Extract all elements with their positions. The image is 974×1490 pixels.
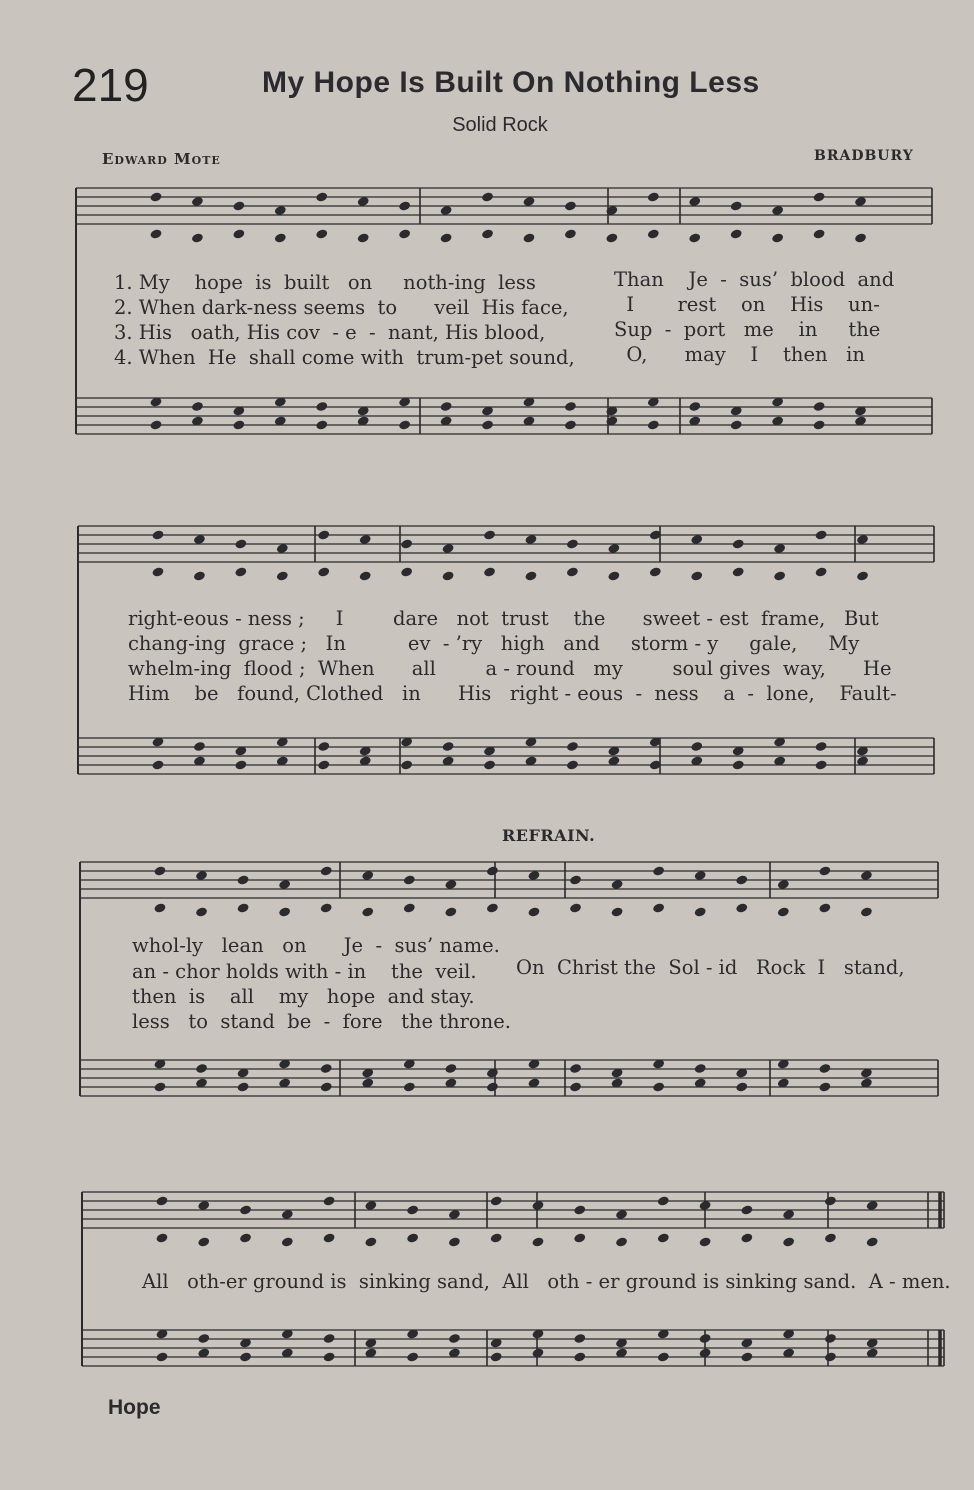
note-head (569, 874, 582, 885)
note-head (239, 1232, 252, 1243)
note-head (151, 759, 164, 770)
system1-verse-3-end: Sup - port me in the (614, 318, 881, 341)
system1-verse-2: 2. When dark-ness seems to veil His face, (114, 296, 569, 319)
note-head (854, 232, 867, 243)
system4-refrain-line: All oth-er ground is sinking sand, All oth - er ground is sinking sand. A - men. (142, 1270, 951, 1293)
note-head (483, 529, 496, 540)
note-head (440, 232, 453, 243)
note-head (564, 200, 577, 211)
note-head (615, 1236, 628, 1247)
note-head (690, 741, 703, 752)
note-head (824, 1232, 837, 1243)
note-head (153, 865, 166, 876)
note-head (740, 1232, 753, 1243)
note-head (740, 1204, 753, 1215)
note-head (237, 874, 250, 885)
note-head (197, 1236, 210, 1247)
note-head (490, 1351, 503, 1362)
note-head (564, 401, 577, 412)
note-head (647, 419, 660, 430)
note-head (688, 401, 701, 412)
note-head (649, 566, 662, 577)
note-head (359, 570, 372, 581)
note-head (357, 232, 370, 243)
note-head (815, 759, 828, 770)
note-head (448, 1333, 461, 1344)
note-head (274, 232, 287, 243)
note-head (490, 1232, 503, 1243)
note-head (771, 232, 784, 243)
note-head (239, 1204, 252, 1215)
note-head (573, 1204, 586, 1215)
system1-verse-2-end: I rest on His un- (614, 293, 880, 316)
note-head (406, 1351, 419, 1362)
note-head (732, 759, 745, 770)
note-head (149, 419, 162, 430)
note-head (569, 1063, 582, 1074)
note-head (605, 232, 618, 243)
note-head (237, 1081, 250, 1092)
note-head (191, 232, 204, 243)
note-head (364, 1236, 377, 1247)
note-head (860, 906, 873, 917)
note-head (607, 570, 620, 581)
note-head (740, 1351, 753, 1362)
note-head (444, 1063, 457, 1074)
note-head (481, 191, 494, 202)
note-head (522, 232, 535, 243)
note-head (690, 570, 703, 581)
note-head (566, 538, 579, 549)
note-head (323, 1232, 336, 1243)
note-head (403, 874, 416, 885)
note-head (320, 1063, 333, 1074)
note-head (730, 200, 743, 211)
note-head (398, 200, 411, 211)
hymn-title: My Hope Is Built On Nothing Less (262, 66, 760, 99)
note-head (824, 1351, 837, 1362)
note-head (191, 401, 204, 412)
note-head (735, 902, 748, 913)
note-head (315, 401, 328, 412)
note-head (730, 419, 743, 430)
note-head (657, 1232, 670, 1243)
note-head (406, 1232, 419, 1243)
note-head (813, 228, 826, 239)
system1-verse-3: 3. His oath, His cov - e - nant, His blood, (114, 321, 546, 344)
note-head (320, 1081, 333, 1092)
note-head (486, 902, 499, 913)
note-head (483, 759, 496, 770)
note-head (400, 566, 413, 577)
note-head (239, 1351, 252, 1362)
system1-verse-4-end: O, may I then in (614, 343, 865, 366)
note-head (193, 741, 206, 752)
note-head (531, 1236, 544, 1247)
note-head (315, 228, 328, 239)
note-head (818, 1063, 831, 1074)
note-head (815, 566, 828, 577)
note-head (278, 906, 291, 917)
note-head (813, 191, 826, 202)
note-head (317, 529, 330, 540)
system3-verse-3: then is all my hope and stay. (132, 985, 475, 1008)
note-head (195, 906, 208, 917)
note-head (234, 759, 247, 770)
note-head (448, 1236, 461, 1247)
note-head (566, 759, 579, 770)
note-head (234, 566, 247, 577)
note-head (732, 538, 745, 549)
note-head (232, 200, 245, 211)
note-head (490, 1195, 503, 1206)
refrain-label: REFRAIN. (502, 826, 596, 845)
note-head (569, 902, 582, 913)
note-head (652, 1081, 665, 1092)
note-head (818, 1081, 831, 1092)
note-head (361, 906, 374, 917)
note-head (486, 865, 499, 876)
note-head (237, 902, 250, 913)
note-head (400, 538, 413, 549)
tune-name: Solid Rock (452, 114, 548, 136)
note-head (564, 419, 577, 430)
note-head (197, 1333, 210, 1344)
note-head (647, 228, 660, 239)
note-head (403, 1081, 416, 1092)
note-head (813, 419, 826, 430)
system1-verse-4: 4. When He shall come with trum-pet sound, (114, 346, 575, 369)
note-head (611, 906, 624, 917)
note-head (486, 1081, 499, 1092)
note-head (647, 191, 660, 202)
system2-verse-2: chang-ing grace ; In ev - ’ry high and storm - y gale, My (128, 632, 860, 655)
system2-verse-1: right-eous - ness ; I dare not trust the sweet - est frame, But (128, 607, 879, 630)
note-head (573, 1232, 586, 1243)
hymn-number: 219 (72, 59, 149, 111)
note-head (569, 1081, 582, 1092)
note-head (564, 228, 577, 239)
note-head (732, 566, 745, 577)
system1-verse-1-end: Than Je - sus’ blood and (614, 268, 895, 291)
note-head (317, 566, 330, 577)
refrain-line-1: On Christ the Sol - id Rock I stand, (516, 956, 905, 979)
note-head (323, 1195, 336, 1206)
note-head (398, 419, 411, 430)
note-head (856, 570, 869, 581)
note-head (815, 529, 828, 540)
note-head (281, 1236, 294, 1247)
note-head (773, 570, 786, 581)
note-head (657, 1351, 670, 1362)
note-head (524, 570, 537, 581)
note-head (657, 1195, 670, 1206)
note-head (320, 902, 333, 913)
note-head (694, 1063, 707, 1074)
note-head (818, 865, 831, 876)
note-head (406, 1204, 419, 1215)
note-head (232, 228, 245, 239)
system3-verse-4: less to stand be - fore the throne. (132, 1010, 511, 1033)
note-head (151, 566, 164, 577)
note-head (483, 566, 496, 577)
note-head (824, 1195, 837, 1206)
author-name: Edward Mote (102, 150, 221, 168)
note-head (573, 1351, 586, 1362)
composer-name: BRADBURY (814, 148, 914, 164)
system3-verse-2: an - chor holds with - in the veil. (132, 960, 477, 983)
note-head (398, 228, 411, 239)
note-head (694, 906, 707, 917)
note-head (777, 906, 790, 917)
note-head (317, 759, 330, 770)
note-head (818, 902, 831, 913)
note-head (481, 228, 494, 239)
system3-verse-1: whol-ly lean on Je - sus’ name. (132, 934, 500, 957)
note-head (153, 1081, 166, 1092)
note-head (735, 874, 748, 885)
note-head (866, 1236, 879, 1247)
note-head (323, 1351, 336, 1362)
note-head (155, 1351, 168, 1362)
note-head (652, 902, 665, 913)
note-head (320, 865, 333, 876)
note-head (735, 1081, 748, 1092)
note-head (688, 232, 701, 243)
note-head (566, 741, 579, 752)
note-head (481, 419, 494, 430)
footer-section-label: Hope (108, 1396, 161, 1419)
note-head (195, 1063, 208, 1074)
note-head (234, 538, 247, 549)
note-head (442, 570, 455, 581)
note-head (566, 566, 579, 577)
note-head (315, 191, 328, 202)
note-head (699, 1333, 712, 1344)
note-head (730, 228, 743, 239)
note-head (155, 1232, 168, 1243)
note-head (440, 401, 453, 412)
note-head (403, 902, 416, 913)
note-head (193, 570, 206, 581)
note-head (149, 191, 162, 202)
note-head (813, 401, 826, 412)
note-head (527, 906, 540, 917)
note-head (232, 419, 245, 430)
note-head (824, 1333, 837, 1344)
note-head (153, 902, 166, 913)
note-head (699, 1236, 712, 1247)
note-head (315, 419, 328, 430)
system2-verse-3: whelm-ing flood ; When all a - round my soul gives way, He (128, 657, 892, 680)
note-head (155, 1195, 168, 1206)
note-head (317, 741, 330, 752)
system2-verse-4: Him be found, Clothed in His right - eous - ness a - lone, Fault- (128, 682, 897, 705)
note-head (151, 529, 164, 540)
note-head (149, 228, 162, 239)
note-head (652, 865, 665, 876)
note-head (276, 570, 289, 581)
system1-verse-1: 1. My hope is built on noth-ing less (114, 271, 536, 294)
note-head (782, 1236, 795, 1247)
note-head (323, 1333, 336, 1344)
note-head (444, 906, 457, 917)
note-head (442, 741, 455, 752)
note-head (400, 759, 413, 770)
note-head (573, 1333, 586, 1344)
note-head (815, 741, 828, 752)
